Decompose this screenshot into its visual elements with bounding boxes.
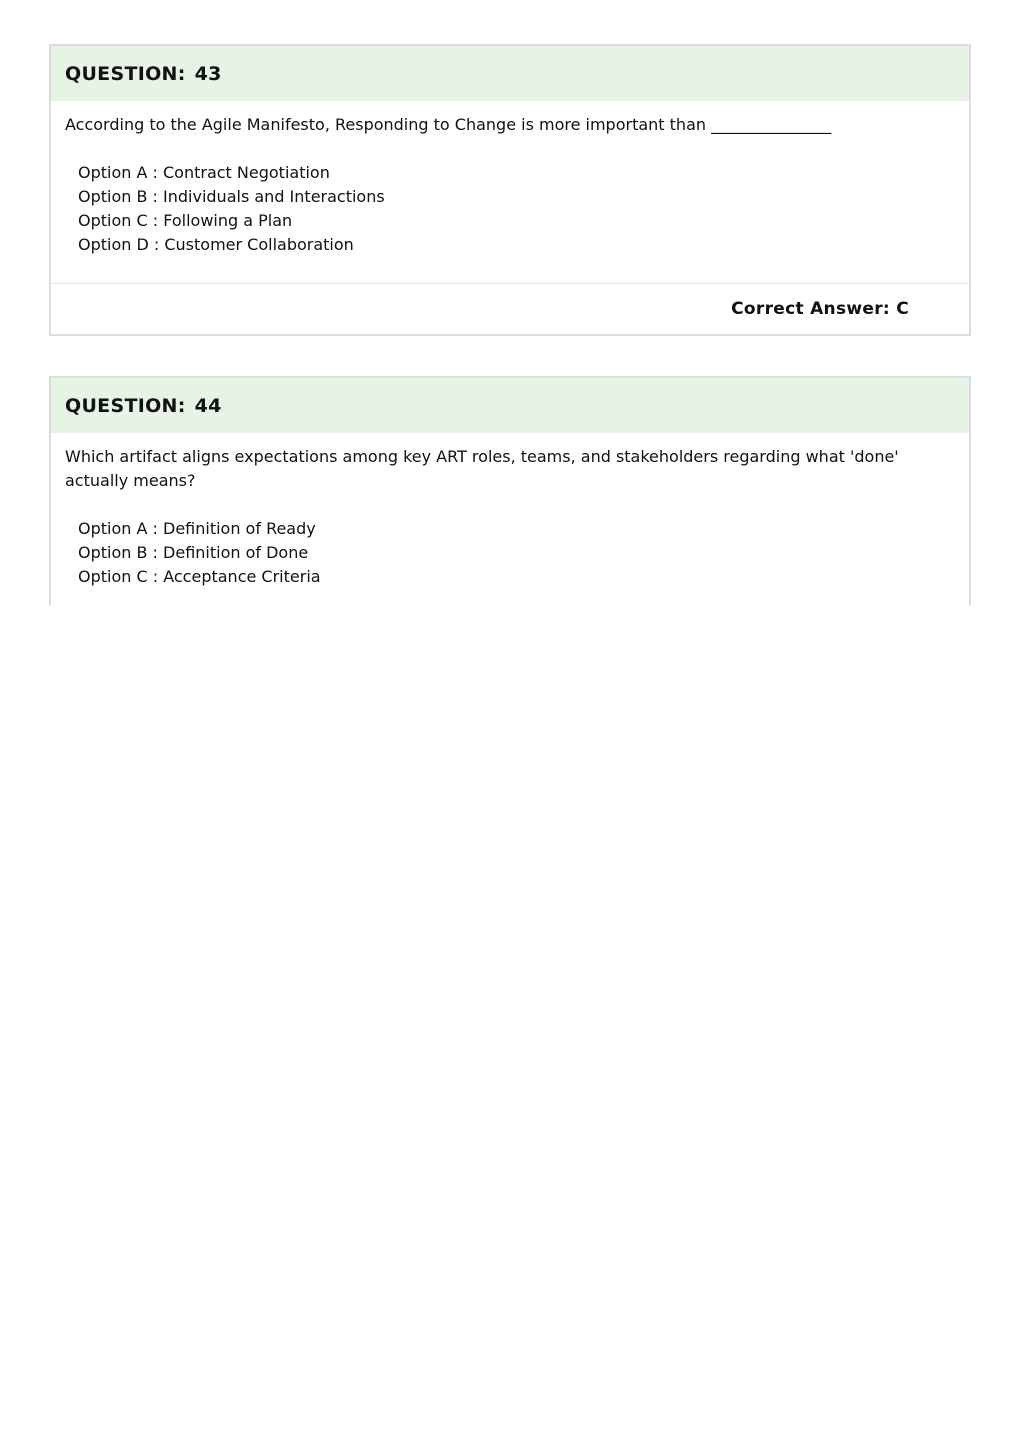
option-c: Option C : Following a Plan (78, 211, 293, 230)
option-d: Option D : Customer Collaboration (78, 235, 354, 254)
question-card (49, 44, 971, 336)
option-c: Option C : Acceptance Criteria (78, 567, 321, 586)
question-card (49, 376, 971, 605)
question-text: Which artifact aligns expectations among key ART roles, teams, and stakeholders regarding what 'done' actually means? (65, 447, 899, 490)
question-header (51, 378, 969, 433)
option-a: Option A : Definition of Ready (78, 519, 316, 538)
correct-answer: Correct Answer: C (731, 298, 909, 319)
option-b: Option B : Definition of Done (78, 543, 309, 562)
question-text: According to the Agile Manifesto, Responding to Change is more important than _______________ (65, 115, 832, 134)
option-b: Option B : Individuals and Interactions (78, 187, 385, 206)
question-body (51, 101, 969, 283)
question-label: QUESTION: (65, 62, 186, 85)
answer-footer (51, 283, 969, 333)
option-a: Option A : Contract Negotiation (78, 163, 330, 182)
options-list (65, 161, 955, 257)
question-header (51, 46, 969, 101)
question-body (51, 433, 969, 589)
question-number: 44 (194, 394, 222, 417)
question-label: QUESTION: (65, 394, 186, 417)
question-number: 43 (194, 62, 222, 85)
options-list (65, 517, 955, 589)
